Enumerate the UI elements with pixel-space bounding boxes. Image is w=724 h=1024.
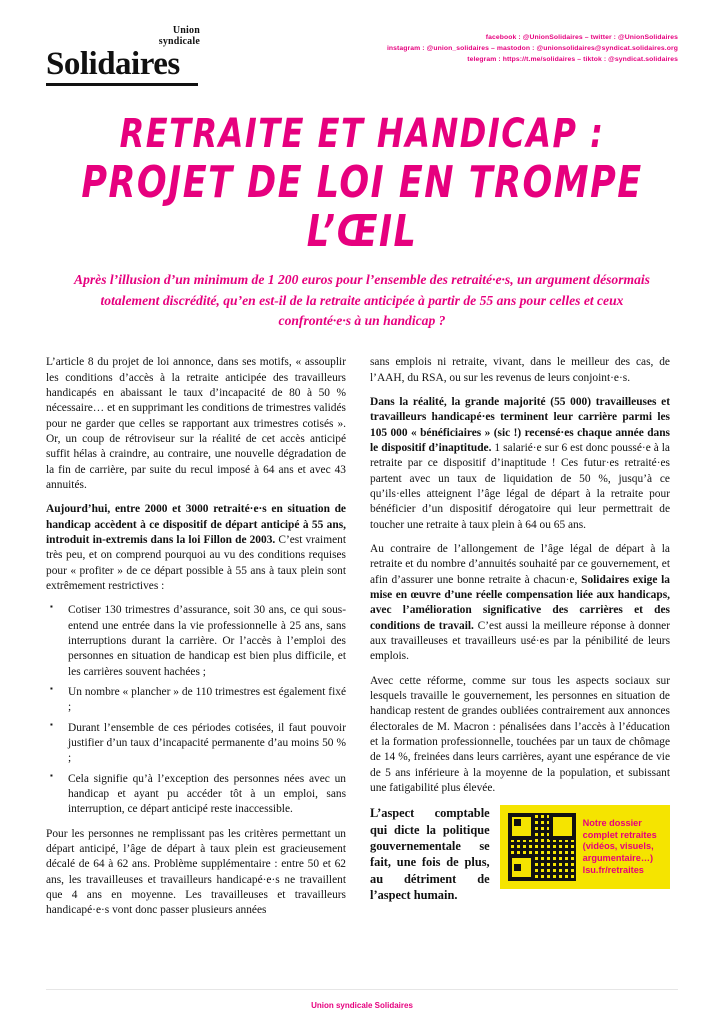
page-header [46, 0, 678, 86]
callout-and-qr-row [370, 805, 670, 903]
list-item: ▪ Durant l’ensemble de ces périodes cotisées, il faut pouvoir justifier d’un taux d’incapacité permanente d’au moins 50 % ; [46, 721, 346, 767]
page-title-line1: RETRAITE ET HANDICAP : [119, 109, 605, 157]
right-paragraph-3-bold: Solidaires exige la mise en œuvre d’une réelle compensation liée aux handicaps, avec l’amélioration significative des carrières et des conditions de travail. [370, 573, 670, 632]
qr-text-line2: complet retraites [582, 829, 657, 840]
right-paragraph-1: sans emplois ni retraite, vivant, dans le meilleur des cas, de l’AAH, du RSA, ou sur les revenus de leurs conjoint·e·s. [370, 356, 670, 384]
qr-link-text[interactable]: lsu.fr/retraites [582, 864, 644, 875]
contact-line-instagram-mastodon: instagram : @union_solidaires – mastodon : @unionsolidaires@syndicat.solidaires.org [386, 45, 678, 53]
right-column [370, 355, 670, 927]
logo [46, 26, 246, 86]
right-paragraph-3 [370, 542, 670, 665]
body-columns [46, 355, 678, 927]
page-subtitle: Après l’illusion d’un minimum de 1 200 euros pour l’ensemble des retraité·e·s, un argument désormais totalement discrédité, qu’en est-il de la retraite anticipée à partir de 55 ans pour celles et ceux confronté·e·s à un handicap ? [74, 272, 650, 328]
page-footer: Union syndicale Solidaires [311, 1001, 413, 1010]
right-paragraph-2-rest: 1 salarié·e sur 6 est donc poussé·e à la retraite par ce dispositif d’inaptitude ! Ces futur·es retraité·es partent avec un taux de liquidation de 50 %, jusqu’à ce qu’ils·elles atteignent l’âge légal de départ à la retraite pour bénéficier d’un dispositif dérogatoire qui leur permettrait de toucher une retraite à taux plein à 64 ou 65 ans. [370, 442, 670, 531]
qr-finder-dots [514, 819, 521, 826]
logo-union-line2: syndicale [158, 35, 200, 47]
list-item: ▪ Cela signifie qu’à l’exception des personnes nées avec un handicap et ayant pu accéder tôt à un emploi, sans interruption, ce départ anticipé reste inaccessible. [46, 772, 346, 818]
left-paragraph-1: L’article 8 du projet de loi annonce, dans ses motifs, « assouplir les conditions d’accès à la retraite anticipée des travailleurs handicapés en abaissant le taux d’incapacité de 80 à 50 % nécessaire… et en supprimant les conditions de trimestres validés pour ne garder que celles se rapportant aux trimestres cotisés ». Or, un coup de rétroviseur sur la réalité de cet accès anticipé suffit hélas à craindre, au contraire, une nouvelle dégradation de la fin de carrière, par suite du recul imposé à 64 ans et avec 43 annuités. [46, 356, 346, 491]
left-bullet-list [46, 603, 346, 817]
qr-text-line4: argumentaire…) [582, 853, 654, 864]
left-paragraph-2-bold: Aujourd’hui, entre 2000 et 3000 retraité·e·s en situation de handicap accèdent à ce dispositif de départ anticipé à 55 ans, introduit in-extremis dans la loi Fillon de 2003. [46, 503, 346, 546]
qr-promo-text [583, 818, 657, 877]
closing-callout: L’aspect comptable qui dicte la politique gouvernementale se fait, une fois de plus, au détriment de l’aspect humain. [370, 806, 490, 903]
qr-corner-bottom-left [508, 854, 535, 881]
right-paragraph-2 [370, 395, 670, 533]
footer-divider [46, 989, 678, 990]
left-column [46, 355, 346, 927]
qr-text-line3: (vidéos, visuels, [582, 841, 654, 852]
page-title-line2: PROJET DE LOI EN TROMPE L’ŒIL [81, 158, 643, 258]
right-paragraph-2-bold: Dans la réalité, la grande majorité (55 000) travailleuses et travailleurs handicapé·es terminent leur carrière parmi les 105 000 « bénéficiaires » (sic !) recensé·es chaque année dans le dispositif d’inaptitude. [370, 396, 670, 455]
left-paragraph-2 [46, 502, 346, 594]
logo-solidaires-wordmark: Solidaires [46, 46, 180, 82]
logo-union-syndicale [52, 26, 200, 47]
contact-line-telegram-tiktok: telegram : https://t.me/solidaires – tiktok : @syndicat.solidaires [467, 56, 678, 64]
logo-union-line1: Union [172, 25, 200, 36]
qr-code-icon[interactable] [508, 813, 576, 881]
list-item: ▪ Cotiser 130 trimestres d’assurance, soit 30 ans, ce qui sous-entend une entrée dans la vie professionnelle à 25 ans, sans interruptions durant la carrière. Or l’accès à l’emploi des personnes en situation de handicap est bien plus difficile, et les carrières souvent hachées ; [46, 603, 346, 680]
right-paragraph-4: Avec cette réforme, comme sur tous les aspects sociaux sur lesquels travaille le gouvernement, les personnes en situation de handicap restent de grandes oubliées contrairement aux annonces électorales de M. Macron : pénalisées dans l’accès à l’éducation et la formation professionnelle, touchées par un taux de chômage de 14 %, freinées dans leurs carrières, ayant une espérance de vie de 5 ans inférieure à la moyenne de la population, et subissant une fatigabilité plus élevée. [370, 674, 670, 794]
contact-line-facebook-twitter: facebook : @UnionSolidaires – twitter : @UnionSolidaires [485, 34, 678, 41]
list-item: ▪ Un nombre « plancher » de 110 trimestres est également fixé ; [46, 685, 346, 716]
logo-underline [46, 83, 198, 86]
right-paragraph-3-start: Au contraire de l’allongement de l’âge légal de départ à la retraite et du nombre d’annuités souhaité par ce gouvernement, et afin d’assurer une bonne retraite à chacun·e, [370, 542, 670, 586]
left-paragraph-3: Pour les personnes ne remplissant pas les critères permettant un départ anticipé, l’âge de départ à taux plein est gracieusement décalé de 64 à 62 ans. Problème supplémentaire : entre 50 et 62 ans, les travailleuses et travailleurs handicapé·e·s ne travaillent que 4 ans en moyenne. Les travailleuses et travailleurs handicapé·e·s vont donc passer plusieurs années [46, 827, 346, 917]
page-title [46, 109, 678, 258]
qr-text-line1: Notre dossier [582, 817, 642, 828]
social-contact-block [387, 26, 678, 66]
left-paragraph-2-rest: C’est vraiment très peu, et on comprend pourquoi au vu des conditions requises pour « profiter » de ce départ possible à 55 ans à taux plein sont extrêmement restrictives : [46, 533, 346, 592]
right-paragraph-3-end: C’est aussi la meilleure réponse à donner aux travailleuses et travailleurs usé·es par la pénibilité de leurs emplois. [370, 619, 670, 663]
qr-promo-box[interactable] [500, 805, 670, 889]
